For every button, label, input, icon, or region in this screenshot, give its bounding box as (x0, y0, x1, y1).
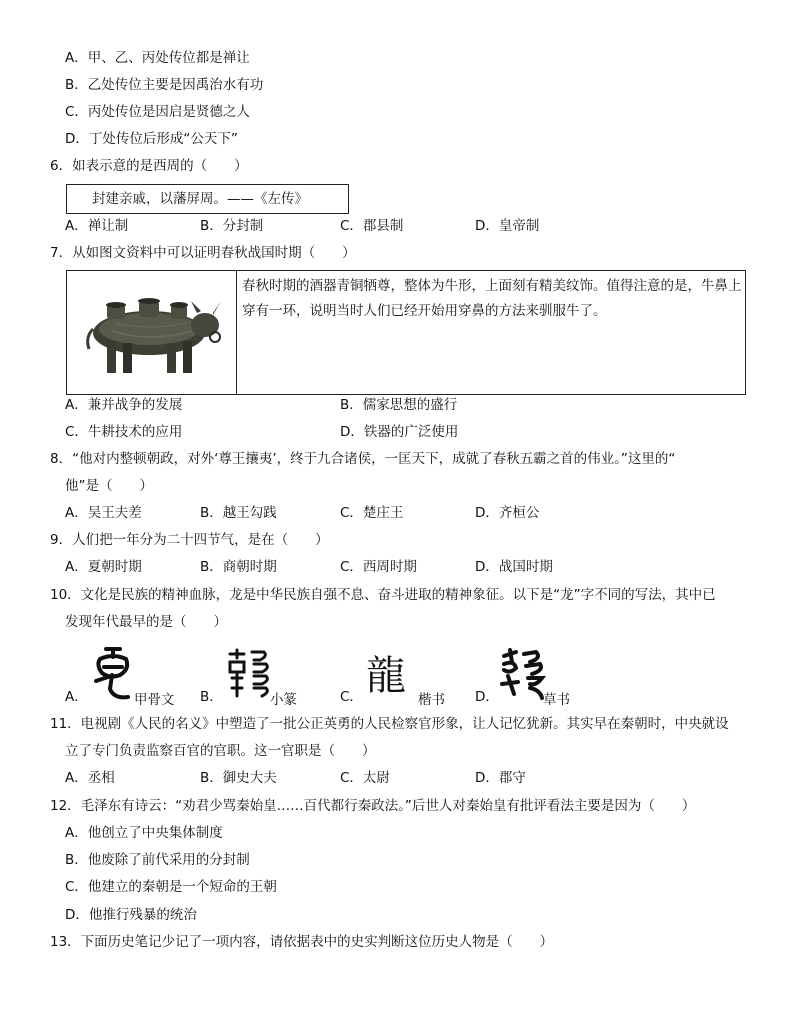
dragon-small-seal-glyph (226, 648, 272, 700)
q8-option-a[interactable]: A．吴王夫差 (65, 505, 142, 521)
q11-stem-line2: 立了专门负责监察百官的官职。这一官职是（ ） (65, 743, 376, 759)
q11-stem-line1: 11．电视剧《人民的名义》中塑造了一批公正英勇的人民检察官形象，让人记忆犹新。其实早在秦朝时，中央就设 (50, 716, 729, 732)
q8-stem-line1: 8．“他对内整顿朝政，对外‘尊王攘夷’，终于九合诸侯，一匡天下，成就了春秋五霸之首的伟业。”这里的“ (50, 451, 676, 467)
q6-option-d[interactable]: D．皇帝制 (475, 218, 540, 234)
q10-stem-line1: 10．文化是民族的精神血脉，龙是中华民族自强不息、奋斗进取的精神象征。以下是“龙”字不同的写法，其中已 (50, 587, 716, 603)
q9-option-b[interactable]: B．商朝时期 (200, 559, 277, 575)
q10-option-b-letter[interactable]: B． (200, 689, 223, 705)
q8-stem-line2: 他”是（ ） (65, 478, 153, 494)
q7-option-a[interactable]: A．兼并战争的发展 (65, 397, 183, 413)
q11-option-d[interactable]: D．郡守 (475, 770, 526, 786)
q10-option-a-letter[interactable]: A． (65, 689, 88, 705)
q6-option-b[interactable]: B．分封制 (200, 218, 264, 234)
q10-option-c-letter[interactable]: C． (340, 689, 363, 705)
q5-option-b[interactable]: B．乙处传位主要是因禹治水有功 (65, 77, 264, 93)
q7-option-c[interactable]: C．牛耕技术的应用 (65, 424, 183, 440)
q6-quote: 封建亲戚，以藩屏周。——《左传》 (92, 191, 308, 207)
bronze-ox-cell (67, 271, 237, 394)
q11-option-b[interactable]: B．御史大夫 (200, 770, 277, 786)
q9-option-c[interactable]: C．西周时期 (340, 559, 417, 575)
q12-stem: 12．毛泽东有诗云：“劝君少骂秦始皇……百代都行秦政法。”后世人对秦始皇有批评看法主要是因为（ ） (50, 798, 696, 814)
q11-option-c[interactable]: C．太尉 (340, 770, 390, 786)
q7-table (66, 270, 746, 395)
dragon-regular-script-glyph: 龍 (366, 653, 406, 699)
q6-quote-box (66, 184, 349, 214)
q5-option-d[interactable]: D．丁处传位后形成“公天下” (65, 131, 238, 147)
q11-option-a[interactable]: A．丞相 (65, 770, 115, 786)
q7-description: 春秋时期的酒器青铜牺尊，整体为牛形，上面刻有精美纹饰。值得注意的是，牛鼻上穿有一环，说明当时人们已经开始用穿鼻的方法来驯服牛了。 (242, 278, 742, 319)
q6-option-a[interactable]: A．禅让制 (65, 218, 129, 234)
q8-option-c[interactable]: C．楚庄王 (340, 505, 404, 521)
q12-option-a[interactable]: A．他创立了中央集体制度 (65, 825, 223, 841)
q10-option-a-label: 甲骨文 (134, 692, 175, 708)
q7-stem: 7．从如图文资料中可以证明春秋战国时期（ ） (50, 245, 356, 261)
q9-stem: 9．人们把一年分为二十四节气，是在（ ） (50, 532, 329, 548)
dragon-cursive-glyph (500, 648, 546, 702)
q6-stem: 6．如表示意的是西周的（ ） (50, 158, 248, 174)
q12-option-c[interactable]: C．他建立的秦朝是一个短命的王朝 (65, 879, 277, 895)
q6-option-c[interactable]: C．郡县制 (340, 218, 404, 234)
q8-option-b[interactable]: B．越王勾践 (200, 505, 277, 521)
q5-option-c[interactable]: C．丙处传位是因启是贤德之人 (65, 104, 250, 120)
q13-stem: 13．下面历史笔记少记了一项内容，请依据表中的史实判断这位历史人物是（ ） (50, 934, 554, 950)
q9-option-d[interactable]: D．战国时期 (475, 559, 553, 575)
bronze-ox-vessel-image (67, 271, 235, 394)
q7-option-d[interactable]: D．铁器的广泛使用 (340, 424, 459, 440)
q9-option-a[interactable]: A．夏朝时期 (65, 559, 142, 575)
q7-option-b[interactable]: B．儒家思想的盛行 (340, 397, 458, 413)
q10-option-b-label: 小篆 (270, 692, 297, 708)
q10-option-d-label: 草书 (543, 692, 570, 708)
dragon-oracle-bone-glyph (90, 645, 136, 703)
q10-option-d-letter[interactable]: D． (475, 689, 499, 705)
q5-option-a[interactable]: A．甲、乙、丙处传位都是禅让 (65, 50, 250, 66)
q8-option-d[interactable]: D．齐桓公 (475, 505, 540, 521)
q10-stem-line2: 发现年代最早的是（ ） (65, 614, 227, 630)
q12-option-b[interactable]: B．他废除了前代采用的分封制 (65, 852, 250, 868)
q12-option-d[interactable]: D．他推行残暴的统治 (65, 907, 197, 923)
q10-option-c-label: 楷书 (418, 692, 445, 708)
